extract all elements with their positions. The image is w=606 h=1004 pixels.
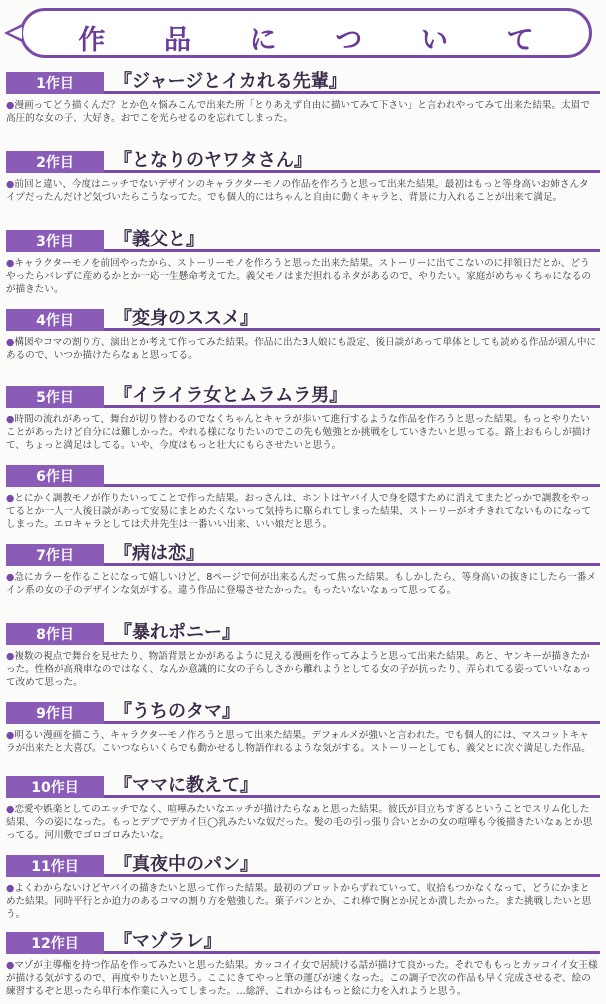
work-title: 『となりのヤワタさん』 — [114, 150, 312, 171]
work-entry — [6, 72, 600, 125]
work-title: 『ジャージとイカれる先輩』 — [114, 71, 347, 92]
work-heading — [6, 623, 600, 645]
work-comment: ●キャラクターモノを前回やったから、ストーリーモノを作ろうと思った出来た結果。ストーリーに出てこないのに拝領日だとか、どうやったらバレずに産めるかとか一応一生懸命考えてた。義父モノはまだ担れるネタがあるので、やりたい。家庭がめちゃくちゃになるのが描きたい。 — [6, 258, 591, 295]
section-title-char: に — [249, 25, 277, 56]
work-number-badge: 4作目 — [6, 309, 104, 331]
work-heading — [6, 776, 600, 798]
work-entry — [6, 386, 600, 452]
work-title: 『うちのタマ』 — [114, 701, 240, 722]
work-heading — [6, 855, 600, 877]
work-heading — [6, 702, 600, 724]
work-comment: ●漫画ってどう描くんだ？とか色々悩みこんで出来た所「とりあえず自由に描いてみて下さい」と言われやってみて出来た結果。太眉で高圧的な女の子、大好き。おでこを光らせるのを忘れてしまった。 — [6, 100, 590, 124]
work-number-badge: 6作目 — [6, 465, 104, 487]
work-title: 『病は恋』 — [114, 543, 204, 564]
bullet-icon: ● — [6, 179, 15, 190]
bullet-icon: ● — [6, 804, 15, 815]
work-title: 『ママに教えて』 — [114, 775, 258, 796]
work-title: 『マゾラレ』 — [114, 931, 222, 952]
work-title: 『暴れポニー』 — [114, 622, 240, 643]
bullet-icon: ● — [6, 730, 15, 741]
work-comment: ●急にカラーを作ることになって嬉しいけど、8ページで何が出来るんだって焦った結果。もしかしたら、等身高いの抜きにしたら一番メイン系の女の子のデザインな気がする。違う作品に登場させたかった。もったいないなぁって思ってる。 — [6, 572, 596, 596]
work-comment: ●マゾが主導権を持つ作品を作ってみたいと思った結果。カッコイイ女で居続ける話が描けて良かった。それでももっとカッコイイ女王様が描ける気がするので、再度やりたいと思う。ここにきてやっと筆の運びが速くなった。この調子で次の作品も早く完成させるぞ、絵の練習するぞと思ったら単行本作業に入ってしまった。…総評、これからはもっと絵に力を入れようと思う。 — [6, 960, 598, 997]
work-number-badge: 7作目 — [6, 544, 104, 566]
work-entry — [6, 776, 600, 842]
bullet-icon: ● — [6, 258, 15, 269]
work-comment: ●時間の流れがあって、舞台が切り替わるのでなくちゃんとキャラが歩いて進行するような作品を作ろうと思った結果。もっとやりたいことがあったけど自分には難しかった。やれる様になりたいのでこの先も勉強とか挑戦をしていきたいと思ってる。路上おもらしが描けて、ちょっと満足はしてる。いや、今度はもっと壮大にもらさせたいと思う。 — [6, 414, 592, 451]
work-entry — [6, 151, 600, 204]
work-heading — [6, 465, 600, 487]
work-number-badge: 12作目 — [6, 932, 104, 954]
work-title: 『イライラ女とムラムラ男』 — [114, 385, 348, 406]
section-title-char: 品 — [163, 25, 191, 56]
work-number-badge: 5作目 — [6, 386, 104, 408]
bullet-icon: ● — [6, 572, 15, 583]
work-comment: ●前回と違い、今度はニッチでないデザインのキャラクターモノの作品を作ろうと思って出来た結果。最初はもっと等身高いお姉さんタイプだったんだけど気づいたらこうなってた。でも個人的にはちゃんと自由に動くキャラと、背景に力入れることが出来て満足。 — [6, 179, 589, 203]
work-number-badge: 8作目 — [6, 623, 104, 645]
section-header — [20, 8, 592, 58]
work-title: 『変身のススメ』 — [114, 308, 258, 329]
work-number-badge: 3作目 — [6, 230, 104, 252]
work-entry — [6, 855, 600, 921]
work-entry — [6, 309, 600, 362]
bullet-icon: ● — [6, 337, 15, 348]
work-heading — [6, 932, 600, 954]
work-heading — [6, 309, 600, 331]
section-title-char: て — [506, 25, 534, 56]
work-comment: ●とにかく調教モノが作りたいってことで作った結果。おっさんは、ホントはヤバイ人で身を隠すために消えてまたどっかで調教をやってるとか一人一人後日談があって安易にまとめたくないって気持ちに駆られてしまった結果、ストーリーがオチきれてないものになってしまった。エロキャラとしては犬井先生は一番いい出来、いい娘だと思う。 — [6, 493, 592, 530]
work-comment: ●よくわからないけどヤバイの描きたいと思って作った結果。最初のプロットからずれていって、収拾もつかなくなって、どうにかまとめた結果。同時平行とか迫力のあるコマの割り方を勉強した。菓子パンとか、これ棒で胸とか尻とか潰したかった。また挑戦したいと思う。 — [6, 883, 592, 920]
bullet-icon: ● — [6, 651, 15, 662]
work-entry — [6, 932, 600, 998]
work-number-badge: 1作目 — [6, 72, 104, 94]
work-title: 『真夜中のパン』 — [114, 854, 258, 875]
bullet-icon: ● — [6, 960, 15, 971]
work-title: 『義父と』 — [114, 229, 204, 250]
section-title-char: 作 — [78, 25, 106, 56]
work-heading — [6, 72, 600, 94]
work-comment: ●恋愛や娯楽としてのエッチでなく、喧嘩みたいなエッチが描けたらなぁと思った結果。彼氏が目立ちすぎるということでスリム化した結果、今の姿になった。もっとデブでデカイ巨◯乳みたいな奴だった。髪の毛の引っ張り合いとかの女の喧嘩も今後描きたいなぁとか思ってる。河川敷でゴロゴロみたいな。 — [6, 804, 593, 841]
work-heading — [6, 230, 600, 252]
work-number-badge: 2作目 — [6, 151, 104, 173]
work-entry — [6, 702, 600, 755]
work-comment: ●明るい漫画を描こう、キャラクターモノ作ろうと思って出来た結果。デフォルメが強いと言われた。でも個人的には、マスコットキャラが出来たと大喜び。こいつならいくらでも動かせるし物語作れるような気がする。ストーリーとしても、義父とに次ぐ満足した作品。 — [6, 730, 591, 754]
work-entry — [6, 230, 600, 296]
work-entry — [6, 623, 600, 689]
section-title-char: つ — [335, 25, 363, 56]
work-entry — [6, 544, 600, 597]
bullet-icon: ● — [6, 493, 15, 504]
work-comment: ●構図やコマの割り方、演出とか考えて作ってみた結果。作品に出た3人娘にも設定、後日談があって単体としても読める作品が頭ん中にあるので、いつか描けたらなぁと思ってる。 — [6, 337, 597, 361]
work-entry — [6, 465, 600, 531]
bullet-icon: ● — [6, 883, 15, 894]
work-number-badge: 9作目 — [6, 702, 104, 724]
bullet-icon: ● — [6, 414, 15, 425]
work-heading — [6, 151, 600, 173]
work-number-badge: 10作目 — [6, 776, 104, 798]
work-heading — [6, 386, 600, 408]
bullet-icon: ● — [6, 100, 15, 111]
section-title — [23, 18, 589, 57]
work-number-badge: 11作目 — [6, 855, 104, 877]
work-comment: ●複数の視点で舞台を見せたり、物語背景とかがあるように見える漫画を作ってみようと思って出来た結果。あと、ヤンキーが描きたかった。性格が高飛車なのではなく、なんか意識的に女の子らしさから離れようとしてる女の子が抗ったり、弄られてる姿っていいなぁって改めて思った。 — [6, 651, 592, 688]
work-heading — [6, 544, 600, 566]
section-title-char: い — [420, 25, 448, 56]
